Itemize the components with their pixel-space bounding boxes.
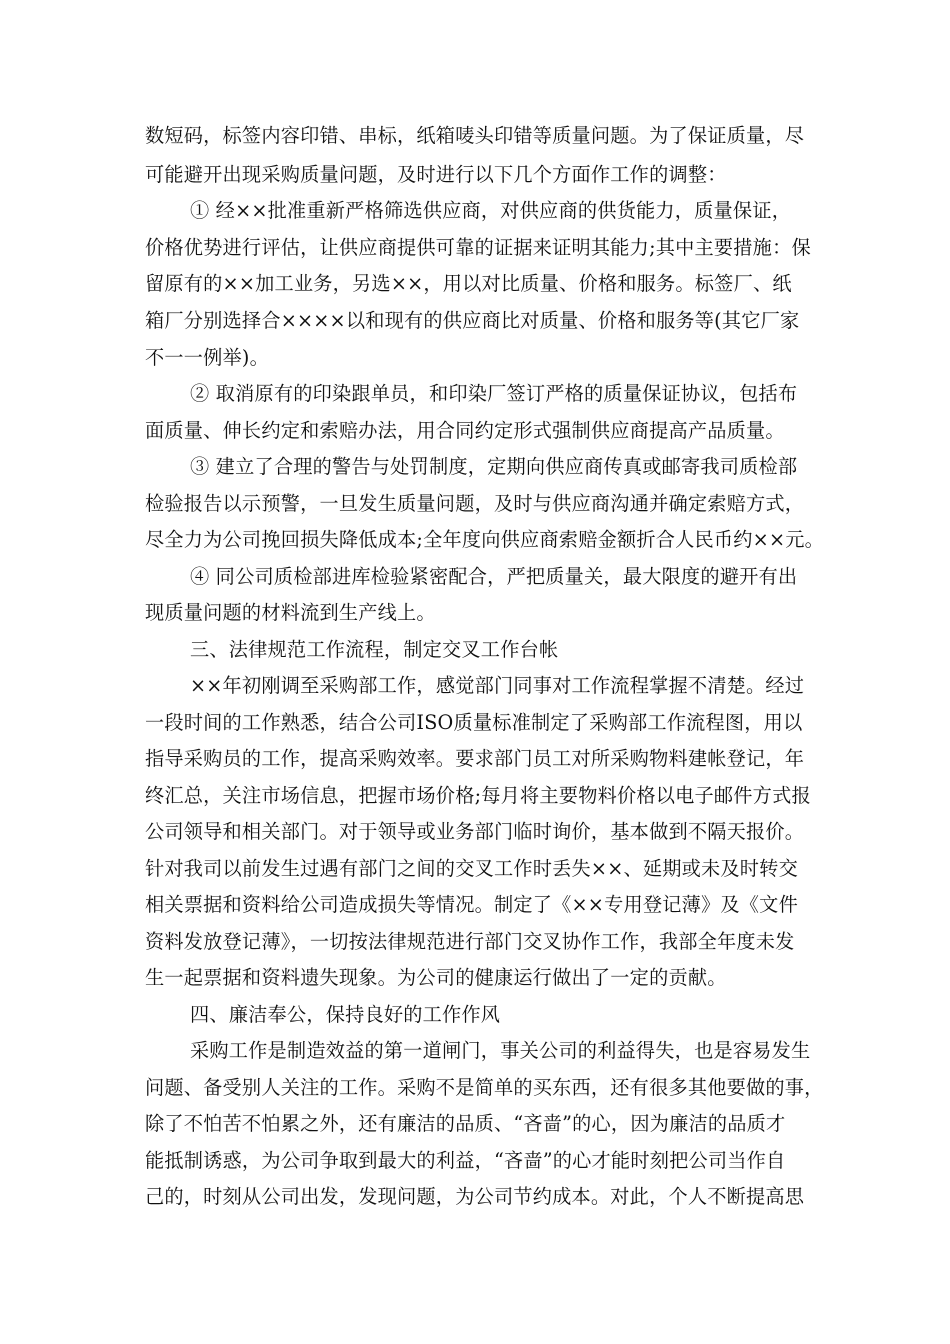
text-line: 检验报告以示预警，一旦发生质量问题，及时与供应商沟通并确定索赔方式，: [145, 492, 805, 515]
text-line: 现质量问题的材料流到生产线上。: [145, 601, 436, 624]
text-line: 采购工作是制造效益的第一道闸门，事关公司的利益得失，也是容易发生: [190, 1039, 811, 1062]
text-line: ① 经××批准重新严格筛选供应商，对供应商的供货能力，质量保证，: [190, 199, 792, 222]
text-line: 价格优势进行评估，让供应商提供可靠的证据来证明其能力;其中主要措施：保: [145, 236, 811, 259]
text-line: ② 取消原有的印染跟单员，和印染厂签订严格的质量保证协议，包括布: [190, 382, 798, 405]
section-heading: 四、廉洁奉公，保持良好的工作作风: [190, 1003, 501, 1026]
text-line: 不一一例举)。: [145, 346, 270, 369]
text-line: 问题、备受别人关注的工作。采购不是简单的买东西，还有很多其他要做的事，: [145, 1076, 824, 1099]
text-line: 可能避开出现采购质量问题，及时进行以下几个方面作工作的调整：: [145, 163, 727, 186]
text-line: 尽全力为公司挽回损失降低成本;全年度向供应商索赔金额折合人民币约××元。: [145, 528, 825, 551]
text-line: ③ 建立了合理的警告与处罚制度，定期向供应商传真或邮寄我司质检部: [190, 455, 798, 478]
text-line: 公司领导和相关部门。对于领导或业务部门临时询价，基本做到不隔天报价。: [145, 820, 805, 843]
section-heading: 三、法律规范工作流程，制定交叉工作台帐: [190, 638, 559, 661]
text-line: 己的，时刻从公司出发，发现问题，为公司节约成本。对此，个人不断提高思: [145, 1185, 805, 1208]
text-line: 终汇总，关注市场信息，把握市场价格;每月将主要物料价格以电子邮件方式报: [145, 784, 811, 807]
text-line: ④ 同公司质检部进库检验紧密配合，严把质量关，最大限度的避开有出: [190, 565, 798, 588]
text-line: 生一起票据和资料遗失现象。为公司的健康运行做出了一定的贡献。: [145, 966, 727, 989]
text-line: 除了不怕苦不怕累之外，还有廉洁的品质、“吝啬”的心，因为廉洁的品质才: [145, 1112, 786, 1135]
text-line: 能抵制诱惑，为公司争取到最大的利益，“吝啬”的心才能时刻把公司当作自: [145, 1149, 786, 1172]
text-line: 面质量、伸长约定和索赔办法，用合同约定形式强制供应商提高产品质量。: [145, 419, 785, 442]
text-line: 留原有的××加工业务，另选××，用以对比质量、价格和服务。标签厂、纸: [145, 272, 792, 295]
text-line: 指导采购员的工作，提高采购效率。要求部门员工对所采购物料建帐登记，年: [145, 747, 805, 770]
text-line: 针对我司以前发生过遇有部门之间的交叉工作时丢失××、延期或未及时转交: [145, 857, 798, 880]
text-line: 一段时间的工作熟悉，结合公司ISO质量标准制定了采购部工作流程图，用以: [145, 711, 803, 734]
text-line: 数短码，标签内容印错、串标，纸箱唛头印错等质量问题。为了保证质量，尽: [145, 124, 805, 147]
text-line: ××年初刚调至采购部工作，感觉部门同事对工作流程掌握不清楚。经过: [190, 674, 805, 697]
text-line: 箱厂分别选择合××××以和现有的供应商比对质量、价格和服务等(其它厂家: [145, 309, 800, 332]
text-line: 资料发放登记薄》，一切按法律规范进行部门交叉协作工作，我部全年度未发: [145, 930, 795, 953]
text-line: 相关票据和资料给公司造成损失等情况。制定了《××专用登记薄》及《文件: [145, 893, 798, 916]
